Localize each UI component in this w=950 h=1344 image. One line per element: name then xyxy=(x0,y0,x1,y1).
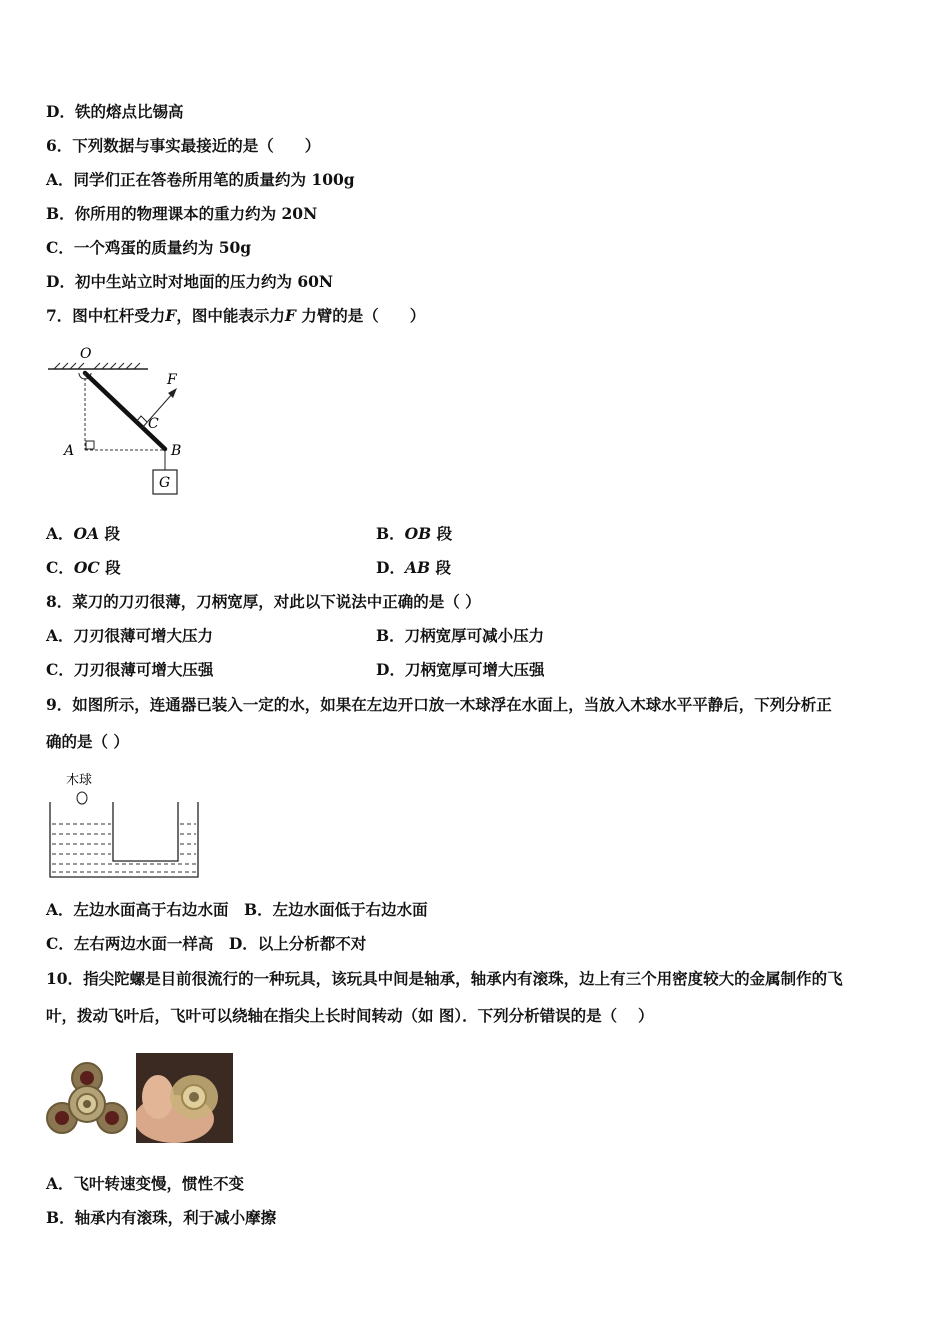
spinning-spinner-photo xyxy=(136,1053,233,1143)
wooden-ball-label: 木球 xyxy=(66,773,93,788)
q7-option-d: D．AB 段 xyxy=(376,558,451,577)
q8-option-b: B．刀柄宽厚可减小压力 xyxy=(376,626,545,645)
q6-option-b: B．你所用的物理课本的重力约为 20N xyxy=(46,204,318,223)
q7-stem: 7．图中杠杆受力F，图中能表示力F 力臂的是（ ） xyxy=(46,306,426,325)
label-c: C xyxy=(148,416,159,432)
q6-stem: 6．下列数据与事实最接近的是（ ） xyxy=(46,136,321,155)
q9-stem-line2: 确的是（ ） xyxy=(46,732,129,751)
fidget-spinner-photo xyxy=(44,1060,130,1140)
q8-option-c: C．刀刃很薄可增大压强 xyxy=(46,660,214,679)
q8-stem: 8．菜刀的刀刃很薄，刀柄宽厚，对此以下说法中正确的是（ ） xyxy=(46,592,481,611)
q7-option-b: B．OB 段 xyxy=(376,524,453,543)
q10-stem-line1: 10．指尖陀螺是目前很流行的一种玩具，该玩具中间是轴承，轴承内有滚珠，边上有三个用密度较大的金属制作的飞 xyxy=(46,969,843,988)
q6-option-a: A．同学们正在答卷所用笔的质量约为 100g xyxy=(46,170,355,189)
q7-option-a: A．OA 段 xyxy=(46,524,120,543)
q9-stem-line1: 9．如图所示，连通器已装入一定的水，如果在左边开口放一木球浮在水面上，当放入木球水平平静后，下列分析正 xyxy=(46,695,832,714)
q10-option-b: B．轴承内有滚珠，利于减小摩擦 xyxy=(46,1208,277,1227)
label-f: F xyxy=(167,372,177,388)
label-g: G xyxy=(159,475,171,491)
q6-option-c: C．一个鸡蛋的质量约为 50g xyxy=(46,238,252,257)
lever-figure xyxy=(44,342,194,502)
label-o: O xyxy=(80,346,92,362)
q8-option-d: D．刀柄宽厚可增大压强 xyxy=(376,660,545,679)
q8-option-a: A．刀刃很薄可增大压力 xyxy=(46,626,214,645)
q10-stem-line2: 叶，拨动飞叶后，飞叶可以绕轴在指尖上长时间转动（如 图）．下列分析错误的是（ ） xyxy=(46,1006,654,1025)
q5-option-d: D．铁的熔点比锡高 xyxy=(46,102,184,121)
label-a: A xyxy=(64,443,75,459)
q7-option-c: C．OC 段 xyxy=(46,558,121,577)
q10-option-a: A．飞叶转速变慢，惯性不变 xyxy=(46,1174,245,1193)
label-b: B xyxy=(171,443,182,459)
q9-options-ab: A．左边水面高于右边水面 B．左边水面低于右边水面 xyxy=(46,900,428,919)
connected-vessel-figure xyxy=(46,766,206,882)
q6-option-d: D．初中生站立时对地面的压力约为 60N xyxy=(46,272,334,291)
q9-options-cd: C．左右两边水面一样高 D．以上分析都不对 xyxy=(46,934,367,953)
